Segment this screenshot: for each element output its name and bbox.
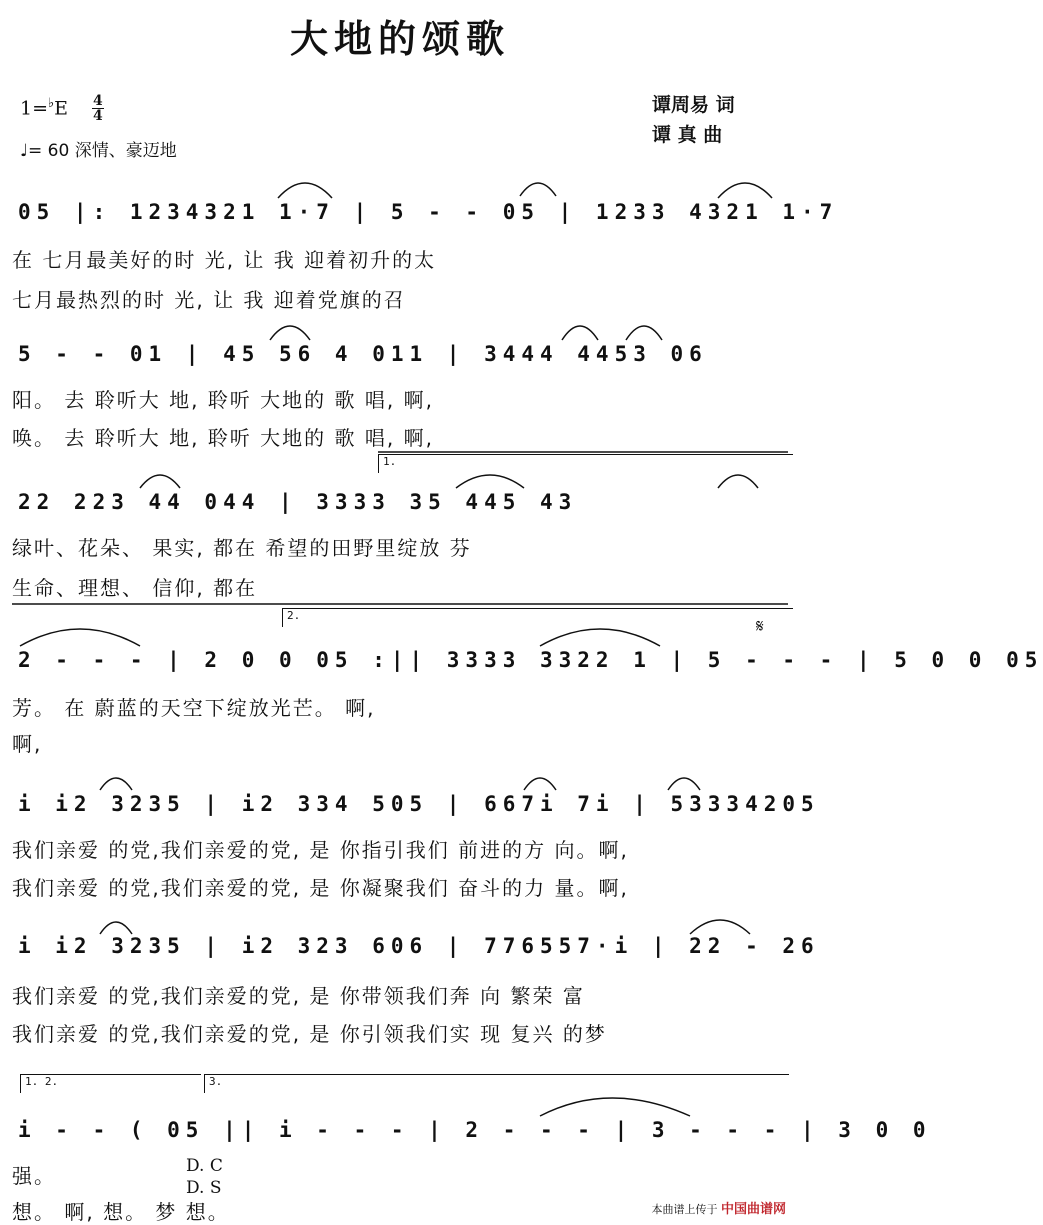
lyric-row-4-verse-1: 芳。 在 蔚蓝的天空下绽放光芒。 啊, xyxy=(12,696,376,720)
notation-row-6: i i2 3235 | i2 323 606 | 776557·i | 22 - 26 xyxy=(18,934,820,958)
slur-arc xyxy=(20,629,140,646)
dc-marking: D. C xyxy=(186,1156,223,1176)
lyric-row-4-verse-2: 啊, xyxy=(12,732,43,756)
site-logo: 中国曲谱网 xyxy=(720,1202,786,1217)
key-note: E xyxy=(54,97,69,120)
lyric-row-1-verse-2: 七月最热烈的时 光, 让 我 迎着党旗的召 xyxy=(12,288,406,312)
volta-1-2: 1. 2. xyxy=(20,1074,201,1093)
lyric-row-2-verse-2: 唤。 去 聆听大 地, 聆听 大地的 歌 唱, 啊, xyxy=(12,426,434,450)
lyric-row-2-verse-1: 阳。 去 聆听大 地, 聆听 大地的 歌 唱, 啊, xyxy=(12,388,434,412)
song-title: 大地的颂歌 xyxy=(289,17,510,61)
segno-sign: 𝄋 xyxy=(756,616,764,637)
lyric-row-6-verse-1: 我们亲爱 的党,我们亲爱的党, 是 你带领我们奔 向 繁荣 富 xyxy=(12,984,585,1008)
ds-marking: D. S xyxy=(186,1178,222,1198)
volta-3: 3. xyxy=(204,1074,789,1093)
lyric-row-1-verse-1: 在 七月最美好的时 光, 让 我 迎着初升的太 xyxy=(12,248,437,272)
tempo-marking: ♩= 60 深情、豪迈地 xyxy=(20,141,177,161)
lyric-row-6-verse-2: 我们亲爱 的党,我们亲爱的党, 是 你引领我们实 现 复兴 的梦 xyxy=(12,1022,607,1046)
slur-arc xyxy=(140,475,180,488)
time-signature xyxy=(92,94,104,123)
notation-row-5: i i2 3235 | i2 334 505 | 667i 7i | 53334205 xyxy=(18,792,820,816)
slur-arc xyxy=(626,326,662,340)
slur-arc xyxy=(100,778,132,790)
lyric-row-5-verse-2: 我们亲爱 的党,我们亲爱的党, 是 你凝聚我们 奋斗的力 量。啊, xyxy=(12,876,629,900)
lyric-row-3-verse-1: 绿叶、花朵、 果实, 都在 希望的田野里绽放 芬 xyxy=(12,536,472,560)
slur-arc xyxy=(690,920,750,934)
slur-arc xyxy=(524,778,556,790)
slur-arc xyxy=(540,1098,690,1116)
credits xyxy=(652,90,735,150)
notation-row-3: 22 223 44 044 | 3333 35 445 43 xyxy=(18,490,578,514)
slur-arc xyxy=(668,778,700,790)
notation-row-1: 05 |: 1234321 1·7 | 5 - - 05 | 1233 4321 1·7 xyxy=(18,200,839,224)
volta-2: 2. xyxy=(282,608,793,627)
slur-arc xyxy=(540,629,660,646)
slur-arc xyxy=(100,922,132,934)
notation-row-4: 2 - - - | 2 0 0 05 :|| 3333 3322 1 | 5 - - - | 5 0 0 05 xyxy=(18,648,1043,672)
notation-row-7: i - - ( 05 || i - - - | 2 - - - | 3 - - - | 3 0 0 xyxy=(18,1118,932,1142)
lyric-row-5-verse-1: 我们亲爱 的党,我们亲爱的党, 是 你指引我们 前进的方 向。啊, xyxy=(12,838,629,862)
lyric-row-7-verse-1: 强。 xyxy=(12,1164,56,1188)
notation-row-2: 5 - - 01 | 45 56 4 011 | 3444 4453 06 xyxy=(18,342,708,366)
slur-arc xyxy=(520,183,556,196)
slur-arc xyxy=(456,475,524,488)
slur-arc xyxy=(270,326,310,340)
site-footer xyxy=(651,1198,786,1217)
time-top: 4 xyxy=(93,93,103,109)
key-signature xyxy=(20,96,68,119)
volta-1: 1. xyxy=(378,454,793,473)
composer: 谭 真 曲 xyxy=(652,124,723,146)
slur-arc xyxy=(718,183,772,198)
flat-sign: ♭ xyxy=(48,96,55,111)
lyricist: 谭周易 词 xyxy=(652,94,735,116)
slur-arc xyxy=(718,475,758,488)
key-prefix: 1= xyxy=(20,97,49,120)
lyric-row-3-verse-2: 生命、理想、 信仰, 都在 xyxy=(12,576,258,600)
lyric-row-7-verse-2: 想。 啊, 想。 梦 想。 xyxy=(12,1200,230,1224)
footer-text: 本曲谱上传于 xyxy=(651,1203,718,1216)
time-bottom: 4 xyxy=(93,108,103,124)
slur-arc xyxy=(278,183,332,198)
slur-arc xyxy=(562,326,598,340)
